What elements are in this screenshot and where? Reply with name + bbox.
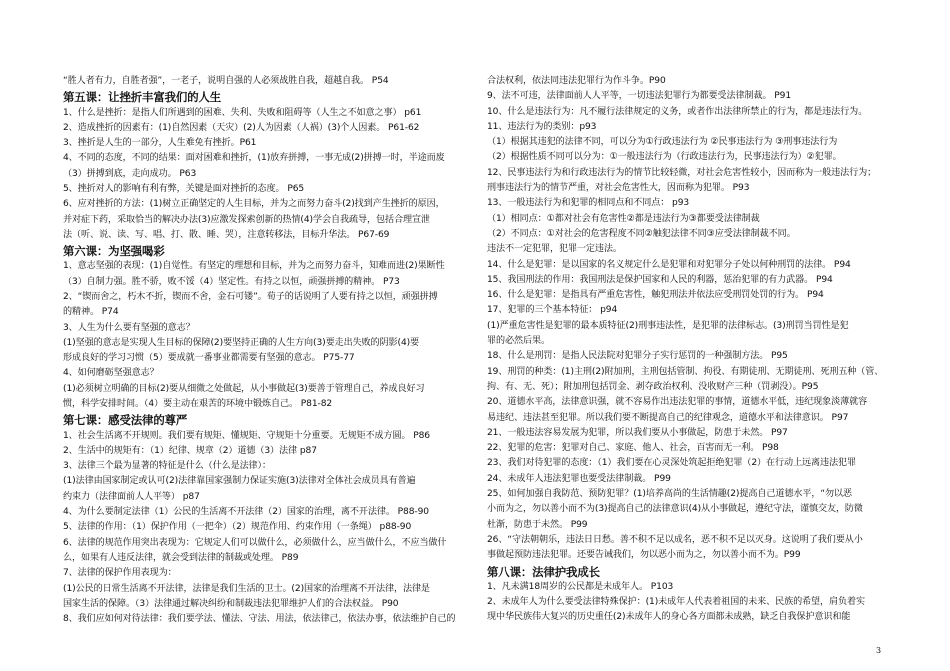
text-line: 21、一般违法容易发展为犯罪，所以我们要从小事做起，防患于未然。 P97 <box>487 427 788 438</box>
text-line: 22、犯罪的危害：犯罪对自己、家庭、他人、社会，百害而无一利。 P98 <box>487 443 779 454</box>
text-line: 5、法律的作用：（1）保护作用（一把伞）（2）规范作用、约束作用（一条绳） p88-90 <box>63 522 412 533</box>
text-line: 5、挫折对人的影响有利有弊，关键是面对挫折的态度。 P65 <box>63 183 305 194</box>
text-line: （2）不同点：①对社会的危害程度不同②触犯法律不同③应受法律制裁不同。 <box>487 228 796 239</box>
text-line: 小而为之，勿以善小而不为(3)提高自己的法律意识(4)从小事做起，遵纪守法，谨慎交友，防微 <box>487 504 863 515</box>
right-column <box>487 74 891 626</box>
page-number: 3 <box>876 646 882 655</box>
text-line: 4、为什么要制定法律（1）公民的生活离不开法律（2）国家的治理，离不开法律。 P88-90 <box>63 507 429 518</box>
text-line: 刑事违法行为的情节严重，对社会危害性大，因而称为犯罪。 P93 <box>487 183 750 194</box>
text-line: （3）自制力强。胜不骄，败不馁（4）坚定性。有持之以恒，顽强拼搏的精神。 P73 <box>63 276 400 287</box>
text-line: (1)严重危害性是犯罪的最本质特征(2)刑事违法性，是犯罪的法律标志。(3)刑罚当罚性是犯 <box>487 320 849 331</box>
section-heading: 第七课：感受法律的尊严 <box>63 413 188 428</box>
text-line: （1）根据其违犯的法律不同，可以分为①行政违法行为 ②民事违法行为 ③刑事违法行为 <box>487 137 838 148</box>
text-line: 2、生活中的规矩有：（1）纪律、规章（2）道德（3）法律 p87 <box>63 445 317 456</box>
text-line: 23、我们对待犯罪的态度：（1）我们要在心灵深处筑起拒绝犯罪（2）在行动上远离违法犯罪 <box>487 458 856 469</box>
text-line: 事做起预防违法犯罪。还要告诫我们，勿以恶小而为之，勿以善小而不为。P99 <box>487 550 801 561</box>
text-line: 杜渐，防患于未然。 P99 <box>487 519 588 530</box>
text-line: 3、挫折是人生的一部分，人生难免有挫折。P61 <box>63 138 257 149</box>
text-line: 7、法律的保护作用表现为： <box>63 568 177 579</box>
text-line: （1）相同点：①都对社会有危害性②都是违法行为③都要受法律制裁 <box>487 213 760 224</box>
text-line: 的精神。 P74 <box>63 307 119 318</box>
text-line: 1、意志坚强的表现：(1)自觉性。有坚定的理想和目标，并为之而努力奋斗，知难而进(2)果断性 <box>63 261 445 272</box>
text-line: 6、法律的规范作用突出表现为：它规定人们可以做什么，必须做什么，应当做什么，不应当做什 <box>63 537 447 548</box>
text-line: (1)法律由国家制定或认可(2)法律靠国家强制力保证实施(3)法律对全体社会成员具有普遍 <box>63 476 416 487</box>
text-line: （2）根据性质不同可以分为：①一般违法行为（行政违法行为，民事违法行为）②犯罪。 <box>487 152 842 163</box>
text-line: 17、犯罪的三个基本特征： p94 <box>487 305 618 316</box>
text-line: 拘、有、无、死）；附加刑包括罚金、剥夺政治权利、没收财产三种（罚剥没）。P95 <box>487 381 819 392</box>
text-line: 2、“锲而舍之，朽木不折，锲而不舍，金石可镂”。荀子的话说明了人要有持之以恒，顽强拼搏 <box>63 291 438 302</box>
text-line: 6、应对挫折的方法：(1)树立正确坚定的人生目标，并为之而努力奋斗(2)找到产生挫折的原因， <box>63 199 445 210</box>
text-line: (1)公民的日常生活离不开法律，法律是我们生活的卫士。(2)国家的治理离不开法律，法律是 <box>63 583 430 594</box>
text-line: (1)必须树立明确的目标(2)要从细微之处做起，从小事做起(3)要善于管理自己，养成良好习 <box>63 383 425 394</box>
text-line: 约束力（法律面前人人平等） p87 <box>63 491 200 502</box>
text-line: 惯，科学安排时间。（4）要主动在艰苦的环境中锻炼自己。 P81-82 <box>63 399 333 410</box>
text-line: 3、法律三个最为显著的特征是什么（什么是法律）： <box>63 461 271 472</box>
text-line: 19、刑罚的种类：(1)主刑(2)附加刑，主刑包括管制、拘役、有期徒刑、无期徒刑、死刑五种（管、 <box>487 366 884 377</box>
text-line: 15、我国刑法的作用：我国刑法是保护国家和人民的利器，惩治犯罪的有力武器。 P94 <box>487 274 833 285</box>
text-line: 2、未成年人为什么要受法律特殊保护：(1)未成年人代表着祖国的未来、民族的希望，肩负着实 <box>487 597 866 607</box>
text-line: 并对症下药，采取恰当的解决办法(3)应激发探索创新的热情(4)学会自我疏导，包括合理宣泄 <box>63 214 430 225</box>
text-line: 18、什么是刑罚：是指人民法院对犯罪分子实行惩罚的一种强制方法。 P95 <box>487 351 788 362</box>
text-line: （3）拼搏到底，走向成功。 P63 <box>63 168 197 179</box>
text-line: 1、社会生活离不开规则。我们要有规矩、懂规矩、守规矩十分重要。无规矩不成方圆。 P86 <box>63 430 430 441</box>
text-line: 9、法不可违，法律面前人人平等，一切违法犯罪行为都要受法律制裁。 P91 <box>487 91 792 102</box>
text-line: 罪的必然后果。 <box>487 336 550 347</box>
text-line: 1、凡未满18周岁的公民都是未成年人。 P103 <box>487 581 674 592</box>
text-line: 16、什么是犯罪：是指具有严重危害性，触犯刑法并依法应受刑罚处罚的行为。 P94 <box>487 290 824 301</box>
text-line: 么，如果有人违反法律，就会受到法律的制裁或处理。 P89 <box>63 552 299 563</box>
text-line: 24、未成年人违法犯罪也要受法律制裁。 P99 <box>487 473 671 484</box>
text-line: (1)坚强的意志是实现人生目标的保障(2)要坚持正确的人生方向(3)要走出失败的阴影(4)要 <box>63 337 420 348</box>
text-line: 3、人生为什么要有坚强的意志？ <box>63 322 195 333</box>
text-line: 违法不一定犯罪，犯罪一定违法。 <box>487 244 622 255</box>
text-line: 11、违法行为的类别：p93 <box>487 121 597 132</box>
text-line: 形成良好的学习习惯（5）要成就一番事业都需要有坚强的意志。 P75-77 <box>63 353 355 364</box>
text-line: 10、什么是违法行为：凡不履行法律规定的义务，或者作出法律所禁止的行为，都是违法行为。 <box>487 106 868 117</box>
text-line: 1、什么是挫折：是指人们所遇到的困难、失利、失败和阻碍等（人生之不如意之事） p61 <box>63 107 422 118</box>
text-line: 法（听、说、读、写、唱、打、散、睡、哭），注意转移法，目标升华法。 P67-69 <box>63 229 390 240</box>
text-line: 20、道德水平高，法律意识强，就不容易作出违法犯罪的事情，道德水平低，违纪现象淡薄就容 <box>487 397 868 408</box>
left-column <box>63 74 477 627</box>
section-heading: 第六课：为坚强喝彩 <box>63 244 165 259</box>
text-line: 4、不同的态度，不同的结果：面对困难和挫折，(1)放弃拼搏，一事无成(2)拼搏一时，半途而废 <box>63 153 445 164</box>
section-heading: 第八课：法律护我成长 <box>487 564 600 579</box>
text-line: 25、如何加强自我防范、预防犯罪？(1)培养高尚的生活情趣(2)提高自己道德水平，“勿以恶 <box>487 489 852 500</box>
text-line: 国家生活的保障。（3）法律通过解决纠纷和制裁违法犯罪维护人们的合法权益。 P90 <box>63 598 399 609</box>
text-line: 14、什么是犯罪：是以国家的名义规定什么是犯罪和对犯罪分子处以何种刑罚的法律。 P94 <box>487 259 851 270</box>
text-line: 易违纪、违法甚至犯罪。所以我们要不断提高自己的纪律观念，道德水平和法律意识。 P97 <box>487 412 849 423</box>
text-line: 13、一般违法行为和犯罪的相同点和不同点： p93 <box>487 198 690 209</box>
text-line: 2、造成挫折的因素有：(1)自然因素（天灾）(2)人为因素（人祸）(3)个人因素。 P61-62 <box>63 122 420 133</box>
section-heading: 第五课：让挫折丰富我们的人生 <box>63 90 222 105</box>
text-line: “胜人者有力，自胜者强”，一老子，说明自强的人必须战胜自我，超越自我。 P54 <box>63 76 389 86</box>
text-line: 12、民事违法行为和行政违法行为的情节比较轻微，对社会危害性较小，因而称为一般违法行为； <box>487 167 877 178</box>
text-line: 8、我们应如何对待法律：我们要学法、懂法、守法、用法，依法律己，依法办事，依法维护自己的 <box>63 614 456 625</box>
text-line: 26、“守法朝朝乐，违法日日愁。善不积不足以成名，恶不积不足以灭身。这说明了我们要从小 <box>487 534 863 545</box>
text-line: 合法权利，依法同违法犯罪行为作斗争。P90 <box>487 76 666 86</box>
text-line: 4、如何磨砺坚强意志？ <box>63 368 159 379</box>
text-line: 现中华民族伟大复兴的历史重任(2)未成年人的身心各方面都未成熟，缺乏自我保护意识和能 <box>487 612 851 623</box>
